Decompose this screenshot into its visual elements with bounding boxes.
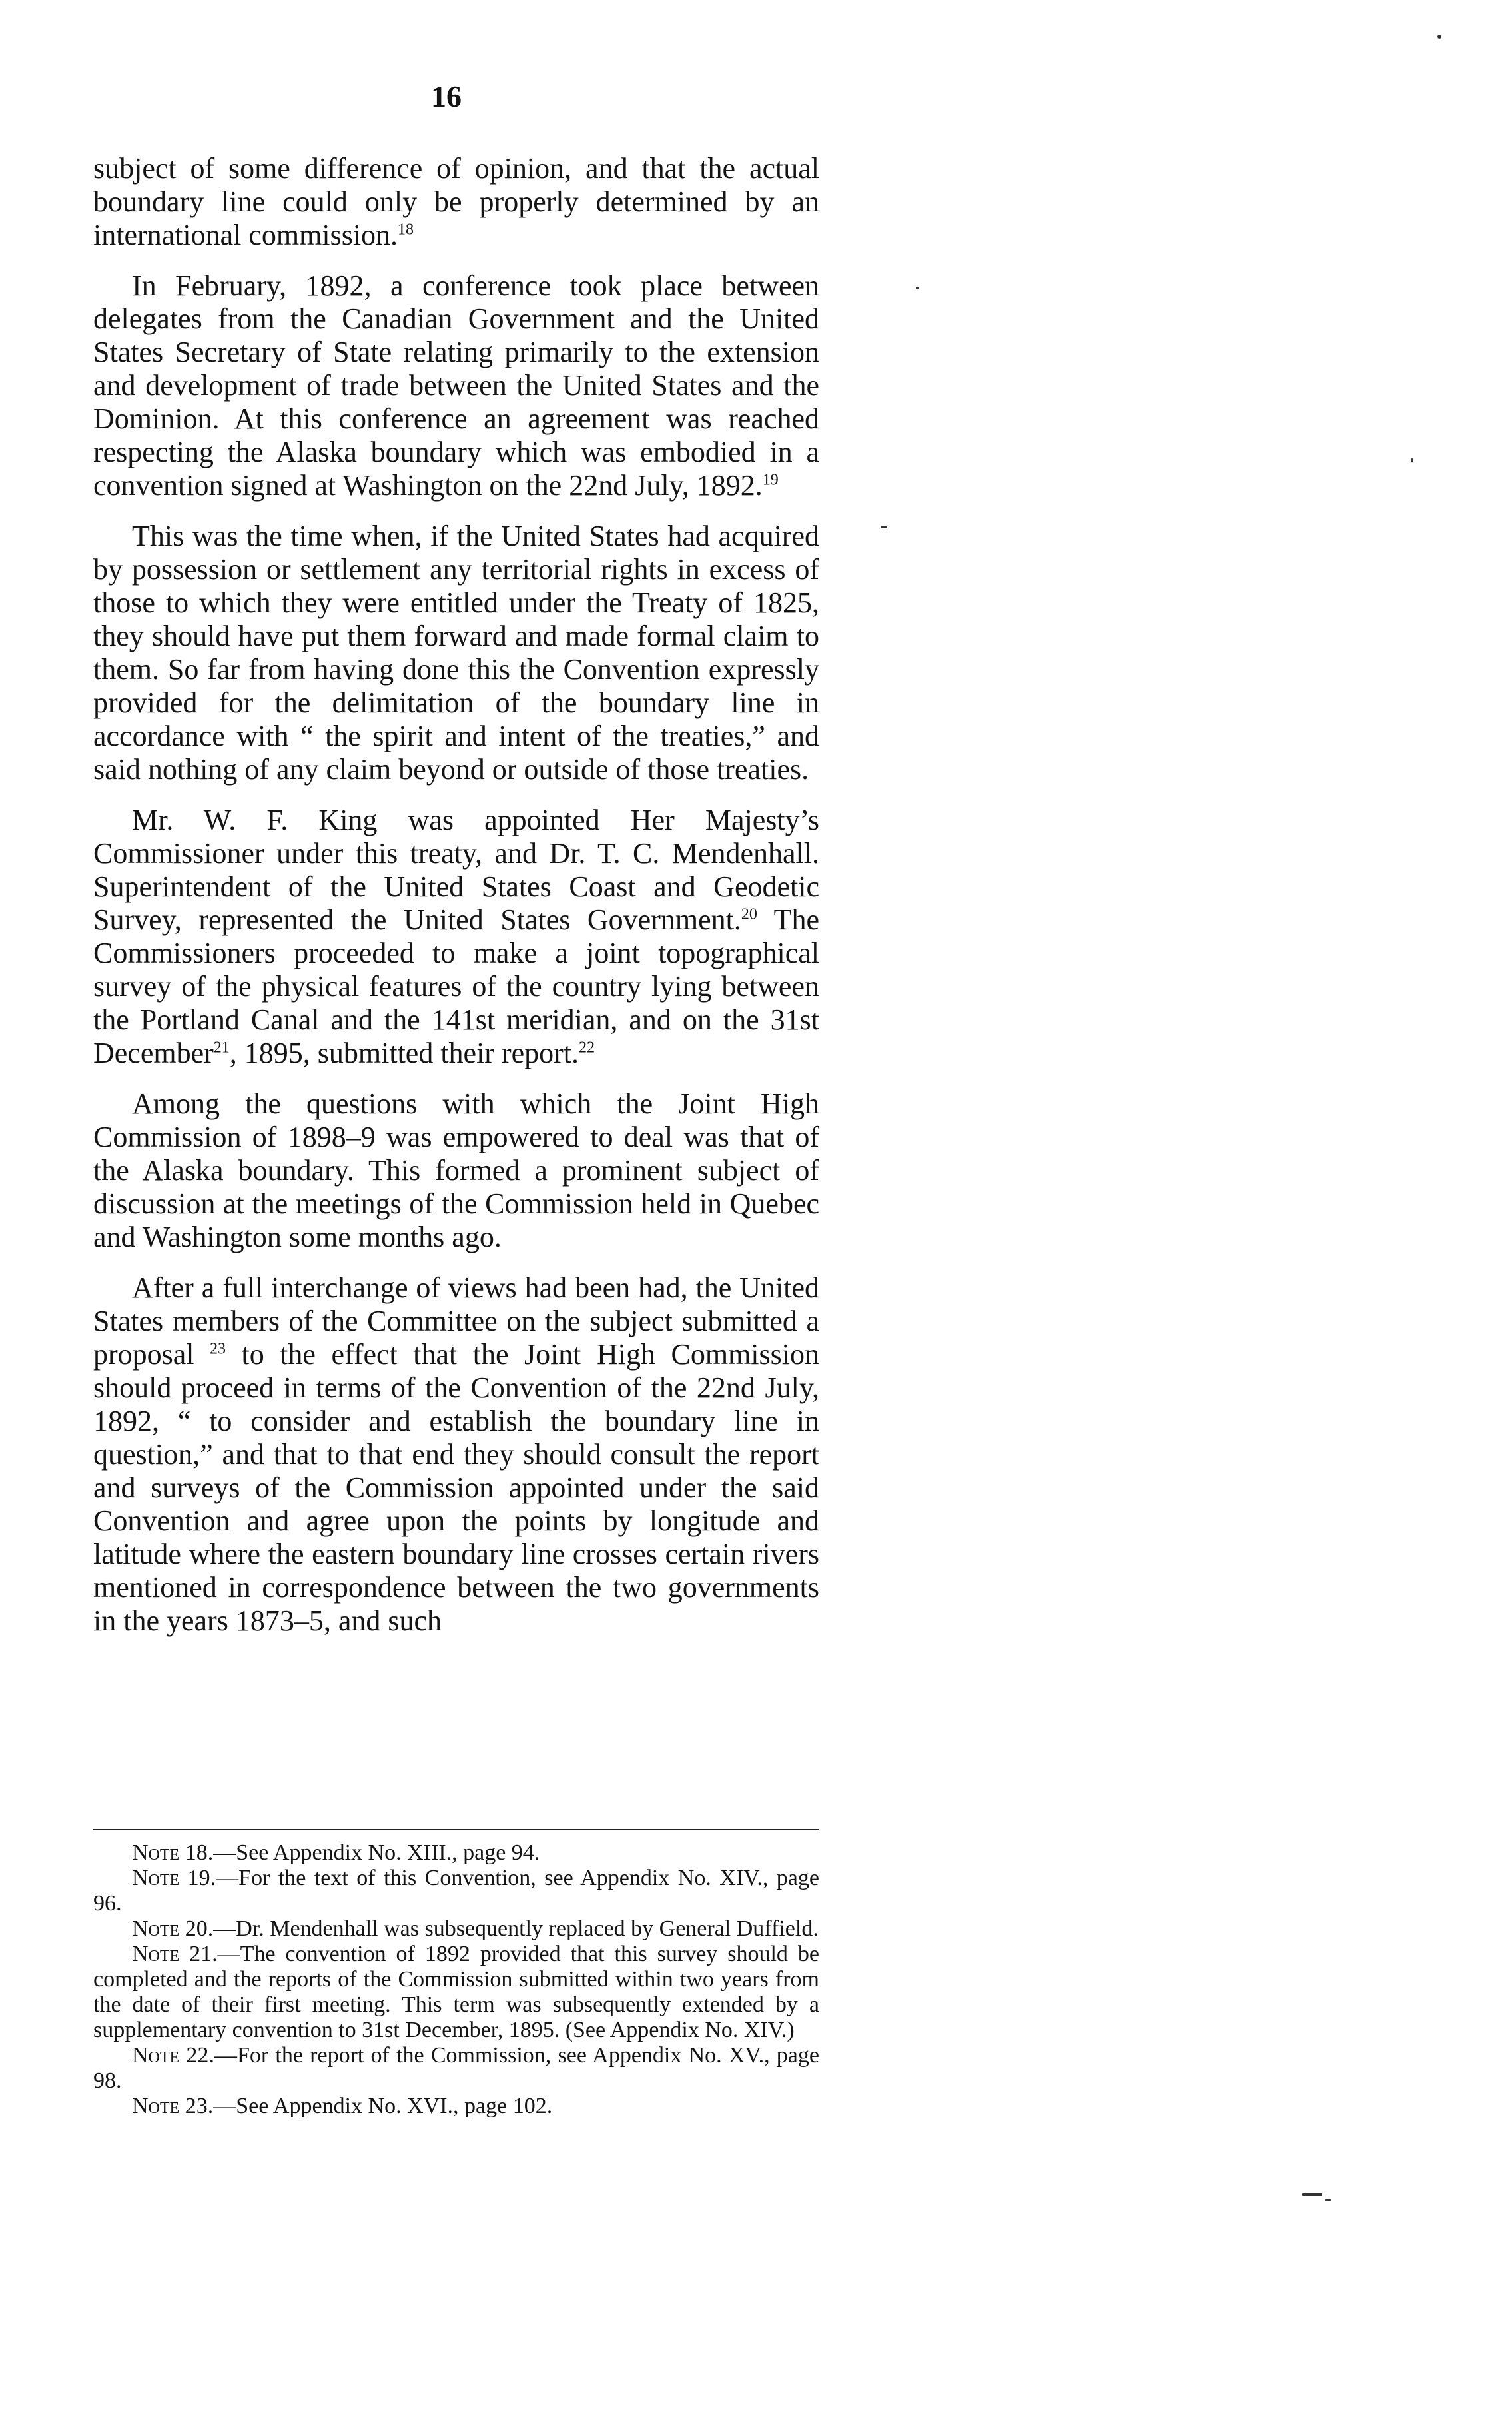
body-text bbox=[93, 152, 819, 1655]
footnote bbox=[93, 1916, 819, 1942]
footnote-label: Note 18. bbox=[132, 1840, 214, 1865]
paragraph bbox=[93, 152, 819, 252]
footnote-text: —See Appendix No. XVI., page 102. bbox=[213, 2094, 553, 2118]
footnote-text: —Dr. Mendenhall was subsequently replaced by General Duffield. bbox=[213, 1916, 819, 1941]
scan-speck bbox=[881, 526, 887, 528]
scan-speck bbox=[1411, 458, 1413, 462]
paragraph bbox=[93, 1271, 819, 1638]
scan-speck bbox=[1437, 35, 1441, 39]
scan-speck bbox=[916, 287, 919, 289]
page-number: 16 bbox=[431, 79, 462, 113]
scan-speck bbox=[1325, 2199, 1331, 2201]
footnote-label: Note 19. bbox=[132, 1866, 216, 1890]
footnote-reference: 20 bbox=[741, 906, 757, 923]
footnote-label: Note 20. bbox=[132, 1916, 214, 1941]
footnote-reference: 18 bbox=[398, 221, 414, 239]
paragraph bbox=[93, 269, 819, 502]
paragraph-text: This was the time when, if the United States had acquired by possession or settlement any territorial rights in excess of those to which they were entitled under the Treaty of 1825, they should have put them forward and made formal claim to them. So far from having done this the Convention expressly provided for the delimitation of the boundary line in accordance with “ the spirit and intent of the treaties,” and said nothing of any claim beyond or outside of those treaties. bbox=[93, 520, 819, 786]
paragraph-text: Among the questions with which the Joint High Commission of 1898–9 was empowered to deal was that of the Alaska boundary. This formed a prominent subject of discussion at the meetings of the Commission held in Quebec and Washington some months ago. bbox=[93, 1087, 819, 1253]
paragraph bbox=[93, 1087, 819, 1254]
footnote bbox=[93, 2043, 819, 2094]
footnote-text: —See Appendix No. XIII., page 94. bbox=[213, 1840, 540, 1865]
footnote-reference: 22 bbox=[579, 1039, 595, 1057]
footnote-label: Note 23. bbox=[132, 2094, 214, 2118]
footnotes bbox=[93, 1840, 819, 2119]
paragraph-text: Mr. W. F. King was appointed Her Majesty’s Commissioner under this treaty, and Dr. T. C. Mendenhall. Superintendent of the United States Coast and Geodetic Survey, represented the United States Government. bbox=[93, 804, 819, 936]
footnote-reference: 19 bbox=[762, 471, 779, 489]
footnote bbox=[93, 1866, 819, 1916]
footnote-divider bbox=[93, 1829, 819, 1830]
footnote-text: —The convention of 1892 provided that this survey should be completed and the reports of the Commission submitted within two years from the date of their first meeting. This term was subsequently extended by a supplementary convention to 31st December, 1895. (See Appendix No. XIV.) bbox=[93, 1942, 819, 2042]
paragraph-text: , 1895, submitted their report. bbox=[229, 1037, 579, 1069]
footnote-reference: 23 bbox=[210, 1340, 226, 1358]
footnote-reference: 21 bbox=[213, 1039, 230, 1057]
footnote bbox=[93, 1942, 819, 2043]
footnote bbox=[93, 2094, 819, 2119]
paragraph bbox=[93, 520, 819, 786]
paragraph-text: After a full interchange of views had been had, the United States members of the Committee on the subject submitted a proposal bbox=[93, 1271, 819, 1371]
paragraph-text: subject of some difference of opinion, and that the actual boundary line could only be properly determined by an international commission. bbox=[93, 152, 819, 251]
paragraph-text: to the effect that the Joint High Commission should proceed in terms of the Convention of the 22nd July, 1892, “ to consider and establish the boundary line in question,” and that to that end they should consult the report and surveys of the Commission appointed under the said Convention and agree upon the points by longitude and latitude where the eastern boundary line crosses certain rivers mentioned in correspondence between the two governments in the years 1873–5, and such bbox=[93, 1338, 819, 1637]
paragraph bbox=[93, 804, 819, 1070]
footnote-text: —For the text of this Convention, see Appendix No. XIV., page 96. bbox=[93, 1866, 819, 1916]
footnote bbox=[93, 1840, 819, 1866]
footnote-text: —For the report of the Commission, see Appendix No. XV., page 98. bbox=[93, 2043, 819, 2093]
scan-speck bbox=[1302, 2193, 1322, 2196]
paragraph-text: In February, 1892, a conference took place between delegates from the Canadian Government and the United States Secretary of State relating primarily to the extension and development of trade between the United States and the Dominion. At this conference an agreement was reached respecting the Alaska boundary which was embodied in a convention signed at Washington on the 22nd July, 1892. bbox=[93, 269, 819, 502]
footnote-label: Note 21. bbox=[132, 1942, 218, 1966]
paragraph-text: The Commissioners proceeded to make a joint topographical survey of the physical features of the country lying between the Portland Canal and the 141st meridian, and on the 31st December bbox=[93, 904, 819, 1069]
footnote-label: Note 22. bbox=[132, 2043, 214, 2068]
